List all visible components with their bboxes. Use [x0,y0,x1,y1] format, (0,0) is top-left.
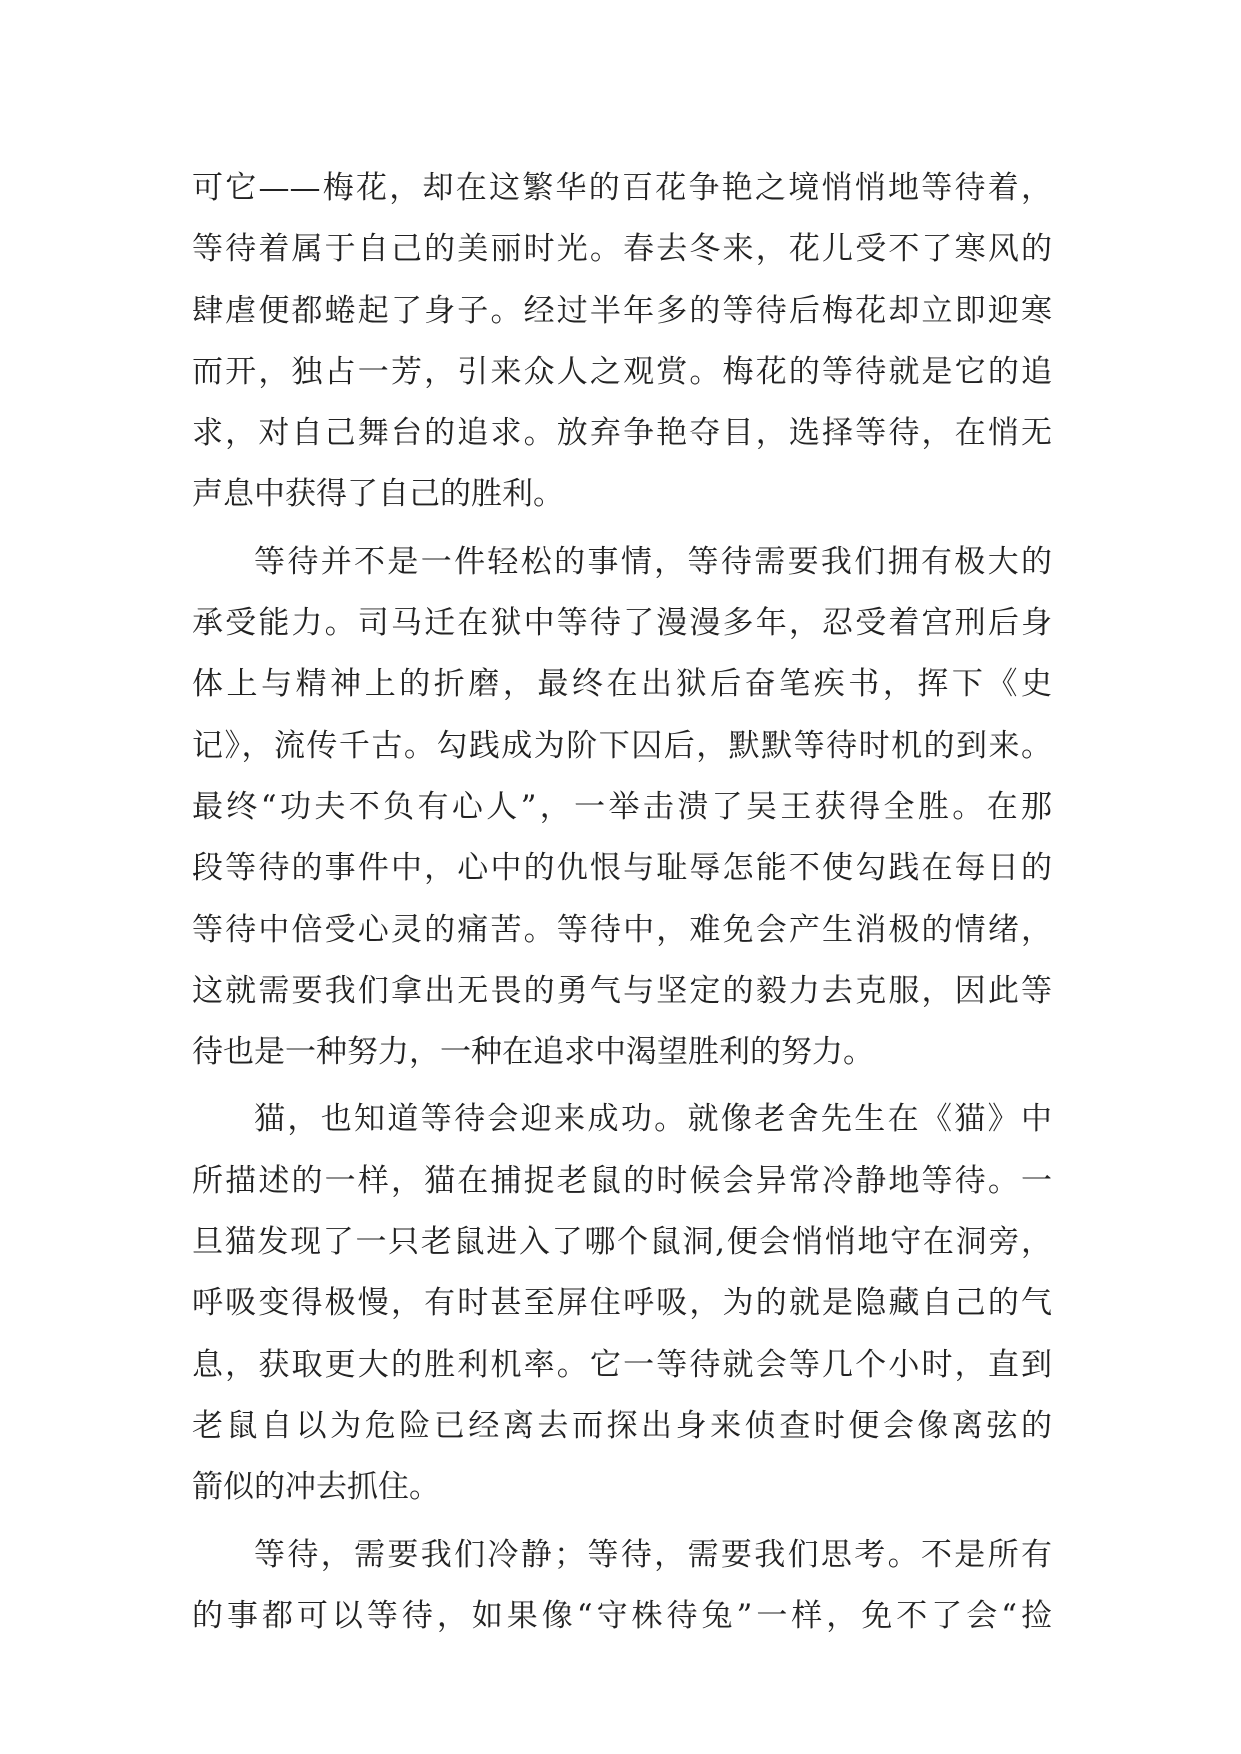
text-line: 声息中获得了自己的胜利。 [192,476,564,513]
text-line: 所描述的一样，猫在捕捉老鼠的时候会异常冷静地等待。一 [192,1162,1052,1199]
paragraph-4 [192,1525,1052,1648]
text-line: 息，获取更大的胜利机率。它一等待就会等几个小时，直到 [192,1346,1052,1383]
text-line: 等待，需要我们冷静；等待，需要我们思考。不是所有 [254,1536,1052,1573]
text-line: 体上与精神上的折磨，最终在出狱后奋笔疾书，挥下《史 [192,666,1052,703]
paragraph-1 [192,158,1052,526]
body-text [192,158,1052,1647]
paragraph-3 [192,1089,1052,1518]
text-line: 等待并不是一件轻松的事情，等待需要我们拥有极大的 [254,543,1052,580]
text-line: 最终“功夫不负有心人”，一举击溃了吴王获得全胜。在那 [192,788,1052,825]
text-line: 等待着属于自己的美丽时光。春去冬来，花儿受不了寒风的 [192,231,1052,268]
paragraph-2 [192,532,1052,1084]
text-line: 待也是一种努力，一种在追求中渴望胜利的努力。 [192,1034,874,1071]
text-line: 的事都可以等待，如果像“守株待兔”一样，免不了会“捡 [192,1597,1052,1634]
text-line: 等待中倍受心灵的痛苦。等待中，难免会产生消极的情绪， [192,911,1052,948]
text-line: 猫，也知道等待会迎来成功。就像老舍先生在《猫》中 [254,1101,1052,1138]
text-line: 段等待的事件中，心中的仇恨与耻辱怎能不使勾践在每日的 [192,850,1052,887]
text-line: 箭似的冲去抓住。 [192,1469,440,1506]
text-line: 呼吸变得极慢，有时甚至屏住呼吸，为的就是隐藏自己的气 [192,1285,1052,1322]
text-line: 而开，独占一芳，引来众人之观赏。梅花的等待就是它的追 [192,353,1052,390]
text-line: 旦猫发现了一只老鼠进入了哪个鼠洞,便会悄悄地守在洞旁， [192,1224,1052,1261]
text-line: 肆虐便都蜷起了身子。经过半年多的等待后梅花却立即迎寒 [192,292,1052,329]
text-line: 这就需要我们拿出无畏的勇气与坚定的毅力去克服，因此等 [192,972,1052,1009]
text-line: 承受能力。司马迁在狱中等待了漫漫多年，忍受着宫刑后身 [192,605,1052,642]
text-line: 老鼠自以为危险已经离去而探出身来侦查时便会像离弦的 [192,1407,1052,1444]
text-line: 可它——梅花，却在这繁华的百花争艳之境悄悄地等待着， [192,170,1052,206]
text-line: 记》，流传千古。勾践成为阶下囚后，默默等待时机的到来。 [192,727,1052,764]
text-line: 求，对自己舞台的追求。放弃争艳夺目，选择等待，在悄无 [192,415,1052,452]
